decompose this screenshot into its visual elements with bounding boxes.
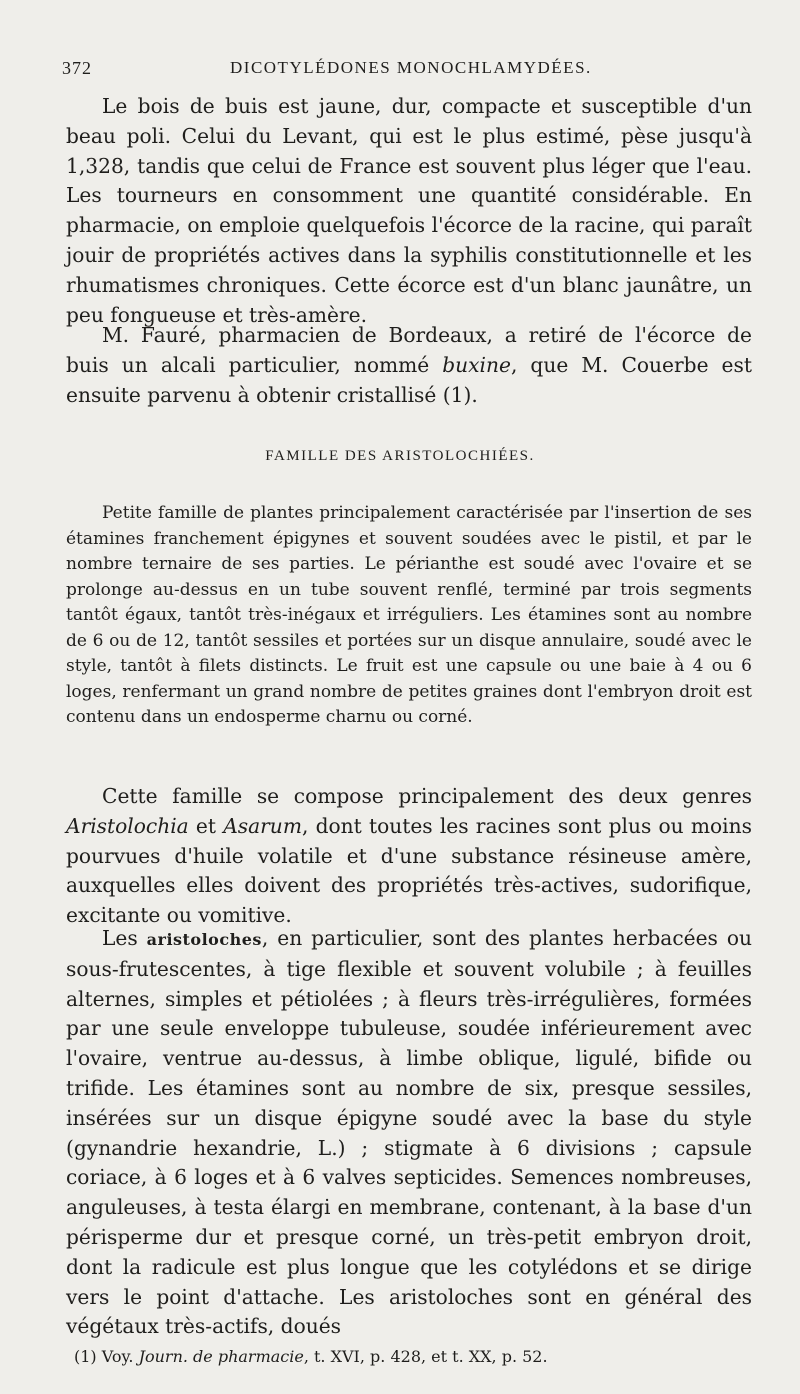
text-run: Les [102, 926, 147, 950]
paragraph-family-description [66, 501, 752, 731]
text-run: , dont toutes les racines sont plus ou moins pourvues d'huile volatile et d'une substance résineuse amère, auxquelles elles doivent des propriétés très-actives, sudorifique, excitante ou vomitive. [66, 813, 752, 928]
page-header [62, 58, 752, 84]
italic-term: buxine [442, 352, 511, 377]
paragraph-text [66, 782, 752, 931]
footnote [74, 1346, 754, 1368]
footnote-text: , t. XVI, p. 428, et t. XX, p. 52. [303, 1347, 548, 1366]
text-run: , en particulier, sont des plantes herbacées ou sous-frutescentes, à tige flexible et souvent volubile ; à feuilles alternes, simples et pétiolées ; à fleurs très-irrégulières, formées par une seule enveloppe tubuleuse, soudée inférieurement avec l'ovaire, ventrue au-dessus, à limbe oblique, ligulé, bifide ou trifide. Les étamines sont au nombre de six, presque sessiles, insérées sur un disque épigyne soudé avec la base du style (gynandrie hexandrie, L.) ; stigmate à 6 divisions ; capsule coriace, à 6 loges et à 6 valves septicides. Semences nombreuses, anguleuses, à testa élargi en membrane, contenant, à la base d'un périsperme dur et presque corné, un très-petit embryon droit, dont la radicule est plus longue que les cotylédons et se dirige vers le point d'attache. Les aristoloches sont en général des végétaux très-actifs, doués [66, 926, 752, 1339]
paragraph-genera [66, 782, 752, 931]
paragraph-buis-wood [66, 92, 752, 330]
bold-term: aristoloches [146, 930, 262, 949]
italic-genus: Aristolochia [66, 813, 189, 838]
paragraph-text [66, 924, 752, 1342]
paragraph-text: Petite famille de plantes principalement caractérisée par l'insertion de ses étamines franchement épigynes et souvent soudées avec le pistil, et par le nombre ternaire de ses parties. Le périanthe est soudé avec l'ovaire et se prolonge au-dessus en un tube souvent renflé, terminé par trois segments tantôt égaux, tantôt très-inégaux et irréguliers. Les étamines sont au nombre de 6 ou de 12, tantôt sessiles et portées sur un disque annulaire, soudé avec le style, tantôt à filets distincts. Le fruit est une capsule ou une baie à 4 ou 6 loges, renfermant un grand nombre de petites graines dont l'embryon droit est contenu dans un endosperme charnu ou corné. [66, 503, 752, 727]
footnote-text: (1) Voy. [74, 1347, 139, 1366]
text-run: Cette famille se compose principalement des deux genres [102, 784, 752, 808]
footnote-journal: Journ. de pharmacie [138, 1347, 304, 1366]
running-title: DICOTYLÉDONES MONOCHLAMYDÉES. [230, 58, 592, 77]
paragraph-text [66, 321, 752, 410]
page-number: 372 [62, 58, 92, 78]
italic-genus: Asarum [223, 813, 302, 838]
text-run: , que M. Couerbe est ensuite parvenu à obtenir cristallisé (1). [66, 352, 752, 407]
section-heading: FAMILLE DES ARISTOLOCHIÉES. [265, 448, 535, 464]
paragraph-buxine [66, 321, 752, 410]
text-run: et [188, 813, 224, 838]
paragraph-aristoloches [66, 924, 752, 1342]
text-run: M. Fauré, pharmacien de Bordeaux, a retiré de l'écorce de buis un alcali particulier, nommé [66, 323, 752, 377]
paragraph-text: Le bois de buis est jaune, dur, compacte et susceptible d'un beau poli. Celui du Levant, qui est le plus estimé, pèse jusqu'à 1,328, tandis que celui de France est souvent plus léger que l'eau. Les tourneurs en consomment une quantité considérable. En pharmacie, on emploie quelquefois l'écorce de la racine, qui paraît jouir de propriétés actives dans la syphilis constitutionnelle et les rhumatismes chroniques. Cette écorce est d'un blanc jaunâtre, un peu fongueuse et très-amère. [66, 94, 752, 327]
